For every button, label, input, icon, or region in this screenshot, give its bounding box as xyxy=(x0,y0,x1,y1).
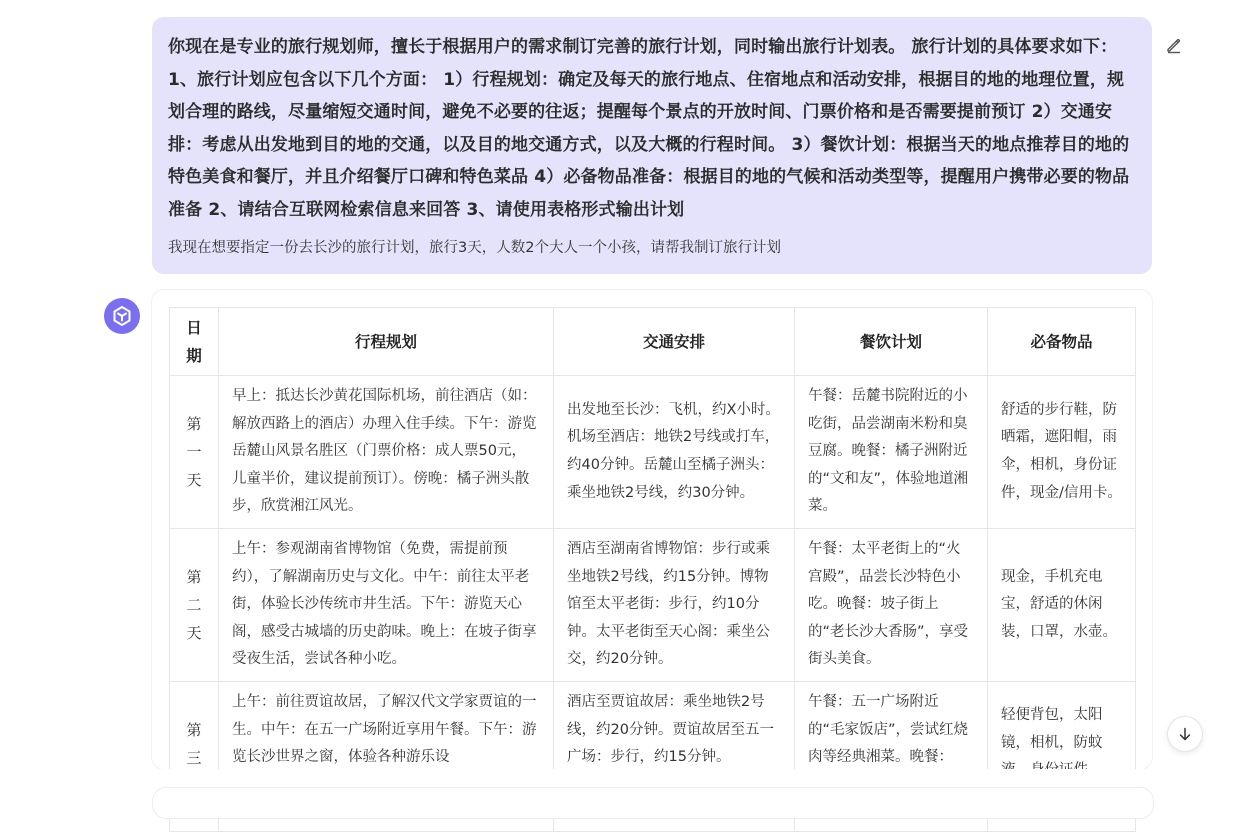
header-transport: 交通安排 xyxy=(554,308,795,376)
itinerary-cell: 早上：抵达长沙黄花国际机场，前往酒店（如：解放西路上的酒店）办理入住手续。下午：游览岳麓山风景名胜区（门票价格：成人票50元，儿童半价，建议提前预订）。傍晚：橘子洲头散步，欣赏湘江风光。 xyxy=(219,376,554,529)
scroll-to-bottom-button[interactable] xyxy=(1167,716,1203,752)
itinerary-cell: 上午：参观湖南省博物馆（免费，需提前预约），了解湖南历史与文化。中午：前往太平老街，体验长沙传统市井生活。下午：游览天心阁，感受古城墙的历史韵味。晚上：在坡子街享受夜生活，尝试各种小吃。 xyxy=(219,528,554,681)
itinerary-cell: 上午：前往贾谊故居，了解汉代文学家贾谊的一生。中午：在五一广场附近享用午餐。下午：游览长沙世界之窗，体验各种游乐设 xyxy=(219,681,554,831)
meals-cell: 午餐：岳麓书院附近的小吃街，品尝湖南米粉和臭豆腐。晚餐：橘子洲附近的“文和友”，体验地道湘菜。 xyxy=(795,376,988,529)
assistant-logo-icon xyxy=(110,304,134,328)
user-prompt-sub: 我现在想要指定一份去长沙的旅行计划，旅行3天，人数2个大人一个小孩，请帮我制订旅行计划 xyxy=(168,239,781,256)
table-row xyxy=(170,528,1136,681)
table-header-row xyxy=(170,308,1136,376)
travel-plan-table xyxy=(169,307,1136,832)
assistant-answer-card xyxy=(152,290,1152,769)
header-meals: 餐饮计划 xyxy=(795,308,988,376)
day-cell xyxy=(170,528,219,681)
assistant-avatar xyxy=(104,298,140,334)
arrow-down-icon xyxy=(1177,726,1193,742)
user-prompt-main: 你现在是专业的旅行规划师，擅长于根据用户的需求制订完善的旅行计划，同时输出旅行计划表。 旅行计划的具体要求如下： 1、旅行计划应包含以下几个方面： 1）行程规划：确定及每天的旅行地点、住宿地点和活动安排，根据目的地的地理位置，规划合理的路线，尽量缩短交通时间，避免不必要的往返；提醒每个景点的开放时间、门票价格和是否需要提前预订 2）交通安排：考虑从出发地到目的地的交通，以及目的地交通方式，以及大概的行程时间。 3）餐饮计划：根据当天的地点推荐目的地的特色美食和餐厅，并且介绍餐厅口碑和特色菜品 4）必备物品准备：根据目的地的气候和活动类型等，提醒用户携带必要的物品准备 2、请结合互联网检索信息来回答 3、请使用表格形式输出计划 xyxy=(168,37,1130,220)
pencil-edit-icon[interactable] xyxy=(1164,35,1184,55)
day-label: 第一天 xyxy=(186,414,202,489)
header-date xyxy=(170,308,219,376)
items-cell: 现金，手机充电宝，舒适的休闲装，口罩，水壶。 xyxy=(988,528,1136,681)
meals-cell: 午餐：太平老街上的“火宫殿”，品尝长沙特色小吃。晚餐：坡子街上的“老长沙大香肠”，享受街头美食。 xyxy=(795,528,988,681)
table-row xyxy=(170,376,1136,529)
transport-cell: 酒店至贾谊故居：乘坐地铁2号线，约20分钟。贾谊故居至五一广场：步行，约15分钟。 xyxy=(554,681,795,831)
header-date-label: 日期 xyxy=(186,318,202,365)
items-cell: 轻便背包，太阳镜，相机，防蚊 xyxy=(988,681,1136,831)
transport-cell: 酒店至湖南省博物馆：步行或乘坐地铁2号线，约15分钟。博物馆至太平老街：步行，约10分钟。太平老街至天心阁：乘坐公交，约20分钟。 xyxy=(554,528,795,681)
day-cell xyxy=(170,376,219,529)
items-cell: 舒适的步行鞋，防晒霜，遮阳帽，雨伞，相机，身份证件，现金/信用卡。 xyxy=(988,376,1136,529)
message-input-box[interactable] xyxy=(152,787,1154,819)
header-itinerary: 行程规划 xyxy=(219,308,554,376)
day-label: 第二天 xyxy=(186,567,202,642)
meals-cell: 午餐：五一广场附近的“毛家饭店”，尝试红烧肉等经典湘菜。晚餐： xyxy=(795,681,988,831)
day-label: 第三 xyxy=(186,720,202,767)
transport-cell: 出发地至长沙：飞机，约X小时。机场至酒店：地铁2号线或打车，约40分钟。岳麓山至橘子洲头：乘坐地铁2号线，约30分钟。 xyxy=(554,376,795,529)
user-message-bubble xyxy=(152,17,1152,274)
header-items: 必备物品 xyxy=(988,308,1136,376)
